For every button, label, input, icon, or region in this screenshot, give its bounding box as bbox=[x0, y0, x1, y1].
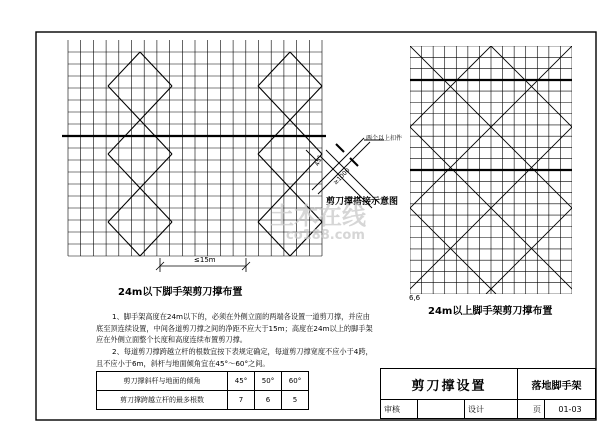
right-corner-label: 6,6 bbox=[409, 294, 421, 302]
cross-brace bbox=[140, 154, 172, 188]
cross-brace bbox=[140, 86, 172, 120]
cell-value: 6 bbox=[255, 391, 282, 410]
cross-brace bbox=[258, 154, 290, 188]
cross-brace bbox=[258, 86, 290, 120]
cross-brace bbox=[290, 86, 322, 120]
watermark-site: co188.com bbox=[286, 228, 365, 243]
watermark-brand: 土木在线 bbox=[270, 202, 366, 230]
cross-brace bbox=[140, 52, 172, 86]
drawing-category: 落地脚手架 bbox=[518, 369, 596, 400]
cross-brace bbox=[108, 154, 140, 188]
cross-brace bbox=[258, 52, 290, 86]
title-block bbox=[380, 368, 596, 419]
cross-brace bbox=[108, 86, 140, 120]
cross-brace bbox=[108, 222, 140, 256]
cell-value: 5 bbox=[282, 391, 309, 410]
right-figure-caption: 24m以上脚手架剪刀撑布置 bbox=[428, 306, 553, 317]
drawing-title: 剪刀撑设置 bbox=[381, 369, 518, 400]
page-number: 01-03 bbox=[545, 400, 596, 419]
row-label: 剪刀撑跨越立杆的最多根数 bbox=[97, 391, 228, 410]
cell-value: 60° bbox=[282, 372, 309, 391]
row-label: 剪刀撑斜杆与地面的倾角 bbox=[97, 372, 228, 391]
design-label: 设计 bbox=[465, 400, 518, 419]
note-1: 1、脚手架高度在24m以下的，必须在外侧立面的两端各设置一道剪刀撑，并应由底至顶连续设置，中间各道剪刀撑之间的净距不应大于15m；高度在24m以上的脚手架应在外侧立面整个长度和高度连续布置剪刀撑。 bbox=[96, 312, 373, 345]
detail-label-length: ≥1000 bbox=[332, 166, 352, 187]
cell-value: 45° bbox=[228, 372, 255, 391]
table-row bbox=[97, 391, 309, 410]
cross-brace bbox=[108, 52, 140, 86]
detail-label-angle: 45° bbox=[313, 154, 324, 168]
left-dimension-label: ≤15m bbox=[194, 256, 216, 264]
cross-brace bbox=[572, 46, 610, 294]
table-row bbox=[97, 372, 309, 391]
cross-brace bbox=[140, 222, 172, 256]
cell-value: 50° bbox=[255, 372, 282, 391]
spec-table bbox=[96, 371, 309, 410]
cross-brace bbox=[140, 188, 172, 222]
cell-value: 7 bbox=[228, 391, 255, 410]
detail-label-fasteners: 两个以上扣件 bbox=[366, 135, 403, 142]
cross-brace bbox=[290, 52, 322, 86]
page-label: 页 bbox=[518, 400, 545, 419]
right-scaffold-grid bbox=[162, 46, 610, 294]
detail-caption: 剪刀撑搭接示意图 bbox=[326, 197, 399, 207]
review-value bbox=[418, 400, 465, 419]
cross-brace bbox=[108, 188, 140, 222]
note-2: 2、每道剪刀撑跨越立杆的根数宜按下表规定确定，每道剪刀撑宽度不应小于4跨，且不应小于6m，斜杆与地面倾角宜在45°～60°之间。 bbox=[96, 347, 373, 368]
review-label: 审核 bbox=[381, 400, 418, 419]
left-figure-caption: 24m以下脚手架剪刀撑布置 bbox=[118, 287, 243, 298]
